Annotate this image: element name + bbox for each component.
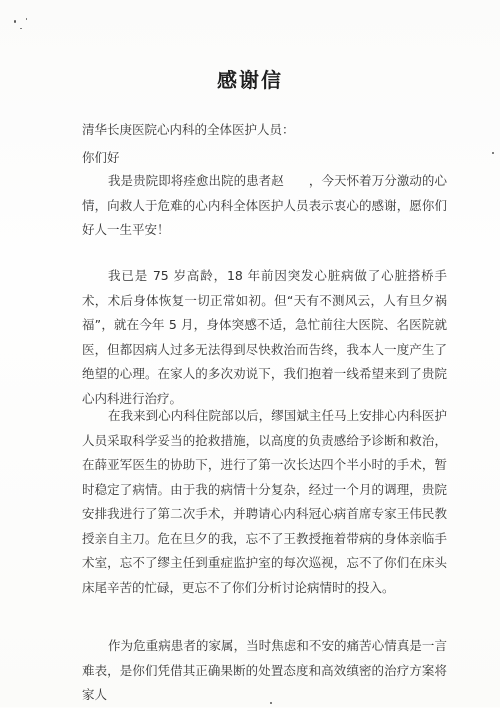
letter-paragraph-3: 在我来到心内科住院部以后，缪国斌主任马上安排心内科医护人员采取科学妥当的抢救措施，以高度的负责感给予诊断和救治，在薛亚军医生的协助下，进行了第一次长达四个半小时的手术，暂时稳定了病情。由于我的病情十分复杂，经过一个月的调理，贵院安排我进行了第二次手术，并聘请心内科冠心病首席专家王伟民教授亲自主刀。危在旦夕的我，忘不了王教授拖着带病的身体亲临手术室，忘不了缪主任到重症监护室的每次巡视，忘不了你们在床头床尾辛苦的忙碌，更忘不了你们分析讨论病情时的投入。 [82, 408, 447, 595]
scan-speck [26, 18, 27, 20]
letter-paragraph-1: 我是贵院即将痊愈出院的患者赵 ，今天怀着万分激动的心情，向救人于危难的心内科全体医护人员表示衷心的感谢，愿你们好人一生平安！ [82, 173, 447, 237]
scan-speck [14, 20, 16, 23]
letter-salutation: 清华长庚医院心内科的全体医护人员： [82, 122, 295, 137]
scan-speck [20, 28, 22, 29]
letter-paragraph-4: 作为危重病患者的家属，当时焦虑和不安的痛苦心情真是一言难表，是你们凭借其正确果断的处置态度和高效缜密的治疗方案将家人 [82, 638, 447, 702]
scan-speck [492, 152, 494, 154]
letter-title: 感谢信 [217, 68, 283, 92]
letter-greeting: 你们好 [82, 150, 120, 165]
letter-paragraph-2: 我已是 75 岁高龄，18 年前因突发心脏病做了心脏搭桥手术，术后身体恢复一切正常如初。但“天有不测风云，人有旦夕祸福”，就在今年 5 月，身体突感不适，急忙前往大医院、名医院就医，但都因病人过多无法得到尽快救治而告终，我本人一度产生了绝望的心理。在家人的多次劝说下，我们抱着一线希望来到了贵院心内科进行治疗。 [82, 268, 447, 406]
